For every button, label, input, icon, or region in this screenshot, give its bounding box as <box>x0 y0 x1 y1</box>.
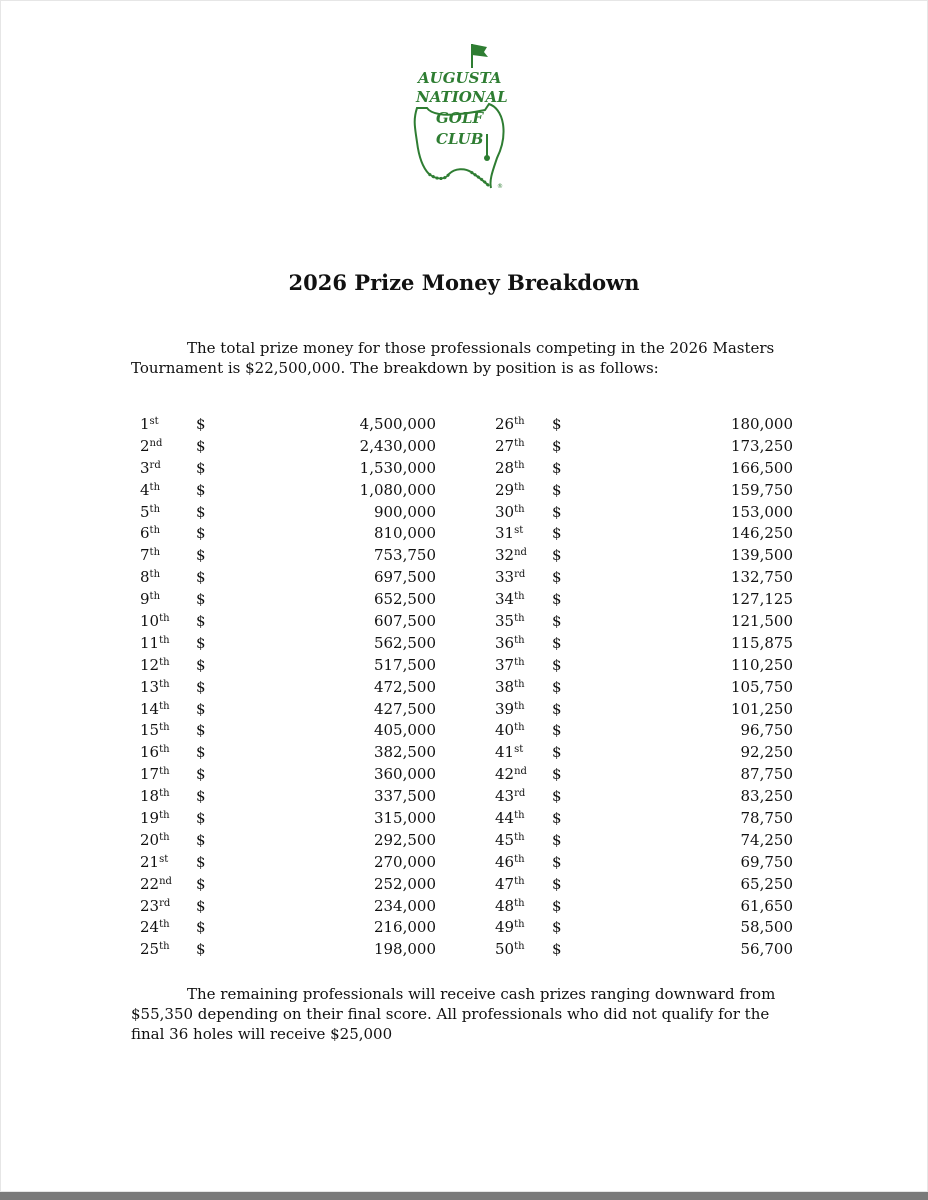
position-suffix: th <box>159 788 170 800</box>
position-label <box>495 808 525 830</box>
position-suffix: th <box>159 634 170 646</box>
prize-amount: 56,700 <box>740 940 793 959</box>
position-number: 22 <box>140 874 160 893</box>
position-number: 31 <box>495 524 515 543</box>
prize-amount: 1,530,000 <box>359 458 436 477</box>
position-suffix: th <box>159 656 170 668</box>
prize-amount: 74,250 <box>740 830 793 849</box>
position-label <box>495 545 527 567</box>
bottom-edge-bar <box>0 1192 928 1200</box>
position-number: 36 <box>495 633 515 652</box>
currency-symbol: $ <box>552 480 562 499</box>
position-suffix: th <box>514 481 525 493</box>
prize-amount: 121,500 <box>730 612 793 631</box>
currency-symbol: $ <box>552 502 562 521</box>
position-number: 17 <box>140 765 160 784</box>
currency-symbol: $ <box>196 633 206 652</box>
currency-symbol: $ <box>196 852 206 871</box>
prize-amount: 697,500 <box>373 568 436 587</box>
position-label <box>140 699 170 721</box>
prize-amount: 83,250 <box>740 787 793 806</box>
currency-symbol: $ <box>552 918 562 937</box>
position-number: 12 <box>140 655 160 674</box>
position-number: 13 <box>140 677 160 696</box>
position-suffix: th <box>159 941 170 953</box>
position-label <box>495 874 525 896</box>
position-number: 28 <box>495 458 515 477</box>
position-label <box>495 633 525 655</box>
currency-symbol: $ <box>552 415 562 433</box>
svg-text:®: ® <box>497 183 503 190</box>
position-number: 43 <box>495 787 515 806</box>
prize-amount: 607,500 <box>373 612 436 631</box>
prize-amount: 139,500 <box>730 546 793 565</box>
position-label <box>140 633 170 655</box>
position-number: 33 <box>495 568 515 587</box>
currency-symbol: $ <box>552 458 562 477</box>
position-label <box>140 611 170 633</box>
position-label <box>140 808 170 830</box>
position-label <box>140 567 160 589</box>
position-suffix: th <box>159 678 170 690</box>
position-label <box>495 852 525 874</box>
page-title: 2026 Prize Money Breakdown <box>288 270 640 295</box>
currency-symbol: $ <box>552 699 562 718</box>
position-suffix: th <box>514 656 525 668</box>
prize-amount: 105,750 <box>730 677 793 696</box>
position-suffix: th <box>149 481 161 493</box>
position-number: 42 <box>495 765 515 784</box>
prize-amount: 382,500 <box>373 743 436 762</box>
position-suffix: th <box>159 613 170 625</box>
position-suffix: th <box>159 744 170 756</box>
position-number: 9 <box>140 590 150 609</box>
currency-symbol: $ <box>196 458 206 477</box>
position-number: 45 <box>495 830 515 849</box>
prize-amount: 652,500 <box>373 590 436 609</box>
position-number: 38 <box>495 677 515 696</box>
position-label <box>140 896 170 918</box>
position-suffix: th <box>514 810 525 822</box>
position-suffix: th <box>159 919 170 931</box>
prize-amount: 292,500 <box>373 830 436 849</box>
position-suffix: th <box>149 591 161 603</box>
prize-amount: 132,750 <box>730 568 793 587</box>
position-label <box>140 502 160 524</box>
prize-amount: 96,750 <box>740 721 793 740</box>
position-number: 44 <box>495 809 515 828</box>
prize-amount: 562,500 <box>373 633 436 652</box>
prize-amount: 753,750 <box>373 546 436 565</box>
position-number: 6 <box>140 524 150 543</box>
position-label <box>140 786 170 808</box>
position-label <box>140 458 161 480</box>
position-suffix: th <box>514 437 525 449</box>
position-suffix: nd <box>514 547 527 559</box>
position-label <box>495 502 525 524</box>
position-label <box>140 545 160 567</box>
position-number: 46 <box>495 852 515 871</box>
currency-symbol: $ <box>552 655 562 674</box>
prize-amount: 2,430,000 <box>359 436 436 455</box>
footer-paragraph: The remaining professionals will receive cash prizes ranging downward from $55,350 depending on their final score. All professionals who did not qualify for the final 36 holes will receive $25,000 <box>131 985 776 1043</box>
position-number: 11 <box>140 633 160 652</box>
position-number: 14 <box>140 699 160 718</box>
currency-symbol: $ <box>196 896 206 915</box>
position-number: 30 <box>495 502 515 521</box>
position-label <box>140 764 170 786</box>
position-label <box>495 480 525 502</box>
position-suffix: th <box>514 897 525 909</box>
prize-amount: 517,500 <box>373 655 436 674</box>
prize-amount: 166,500 <box>730 458 793 477</box>
position-number: 39 <box>495 699 515 718</box>
position-number: 41 <box>495 743 515 762</box>
position-suffix: st <box>159 853 169 865</box>
position-suffix: th <box>514 613 525 625</box>
position-label <box>495 436 525 458</box>
prize-amount: 405,000 <box>373 721 436 740</box>
position-label <box>140 852 168 874</box>
position-number: 10 <box>140 612 160 631</box>
position-suffix: th <box>514 700 525 712</box>
position-label <box>495 917 525 939</box>
position-suffix: th <box>514 459 525 471</box>
position-label <box>140 589 160 611</box>
position-number: 5 <box>140 502 150 521</box>
prize-amount: 115,875 <box>730 633 793 652</box>
position-number: 3 <box>140 458 150 477</box>
currency-symbol: $ <box>196 918 206 937</box>
position-label <box>495 742 523 764</box>
currency-symbol: $ <box>196 743 206 762</box>
prize-amount: 127,125 <box>730 590 793 609</box>
currency-symbol: $ <box>552 852 562 871</box>
currency-symbol: $ <box>196 612 206 631</box>
position-suffix: th <box>514 416 525 427</box>
position-label <box>495 830 525 852</box>
currency-symbol: $ <box>552 830 562 849</box>
prize-amount: 110,250 <box>730 655 793 674</box>
currency-symbol: $ <box>196 874 206 893</box>
position-number: 21 <box>140 852 160 871</box>
position-suffix: th <box>514 503 525 515</box>
prize-amount: 234,000 <box>373 896 436 915</box>
position-label <box>140 655 170 677</box>
logo-line-4: CLUB <box>436 130 484 148</box>
position-suffix: st <box>149 416 159 427</box>
position-suffix: th <box>514 634 525 646</box>
prize-amount: 180,000 <box>730 415 793 433</box>
position-number: 40 <box>495 721 515 740</box>
augusta-map-flag-logo <box>405 38 515 196</box>
position-number: 29 <box>495 480 515 499</box>
position-label <box>495 458 525 480</box>
position-number: 20 <box>140 830 160 849</box>
position-label <box>495 699 525 721</box>
currency-symbol: $ <box>196 480 206 499</box>
currency-symbol: $ <box>196 502 206 521</box>
position-label <box>495 611 525 633</box>
currency-symbol: $ <box>552 787 562 806</box>
position-label <box>140 523 160 545</box>
position-label <box>140 874 172 896</box>
currency-symbol: $ <box>552 590 562 609</box>
currency-symbol: $ <box>552 940 562 959</box>
position-number: 25 <box>140 940 160 959</box>
logo-line-2: NATIONAL <box>416 88 508 106</box>
currency-symbol: $ <box>552 721 562 740</box>
position-suffix: th <box>514 591 525 603</box>
currency-symbol: $ <box>196 436 206 455</box>
position-number: 32 <box>495 546 515 565</box>
currency-symbol: $ <box>196 830 206 849</box>
position-label <box>140 939 170 961</box>
position-label <box>495 567 525 589</box>
position-label <box>495 523 523 545</box>
currency-symbol: $ <box>552 568 562 587</box>
prize-amount: 146,250 <box>730 524 793 543</box>
position-suffix: th <box>514 678 525 690</box>
prize-amount: 69,750 <box>740 852 793 871</box>
prize-amount: 1,080,000 <box>359 480 436 499</box>
prize-amount: 252,000 <box>373 874 436 893</box>
position-suffix: st <box>514 744 524 756</box>
prize-amount: 61,650 <box>740 896 793 915</box>
currency-symbol: $ <box>196 809 206 828</box>
currency-symbol: $ <box>552 874 562 893</box>
prize-amount: 173,250 <box>730 436 793 455</box>
position-number: 35 <box>495 612 515 631</box>
currency-symbol: $ <box>552 633 562 652</box>
prize-amount: 315,000 <box>373 809 436 828</box>
currency-symbol: $ <box>552 677 562 696</box>
position-suffix: rd <box>159 897 171 909</box>
currency-symbol: $ <box>196 677 206 696</box>
currency-symbol: $ <box>196 546 206 565</box>
prize-amount: 153,000 <box>730 502 793 521</box>
position-suffix: nd <box>149 437 163 449</box>
currency-symbol: $ <box>196 721 206 740</box>
position-number: 15 <box>140 721 160 740</box>
augusta-national-logo <box>405 38 515 196</box>
position-label <box>495 720 525 742</box>
prize-amount: 472,500 <box>373 677 436 696</box>
prize-amount: 427,500 <box>373 699 436 718</box>
position-suffix: th <box>514 831 525 843</box>
position-number: 8 <box>140 568 150 587</box>
position-suffix: th <box>514 919 525 931</box>
position-suffix: rd <box>514 788 526 800</box>
currency-symbol: $ <box>196 655 206 674</box>
position-suffix: th <box>149 569 161 581</box>
prize-amount: 900,000 <box>373 502 436 521</box>
position-suffix: th <box>159 722 170 734</box>
currency-symbol: $ <box>552 546 562 565</box>
position-suffix: th <box>149 525 161 537</box>
position-suffix: th <box>514 941 525 953</box>
position-suffix: rd <box>514 569 526 581</box>
position-suffix: nd <box>514 766 527 778</box>
prize-amount: 101,250 <box>730 699 793 718</box>
currency-symbol: $ <box>196 590 206 609</box>
currency-symbol: $ <box>552 765 562 784</box>
position-number: 26 <box>495 415 515 433</box>
position-label <box>495 677 525 699</box>
position-suffix: nd <box>159 875 172 887</box>
position-number: 16 <box>140 743 160 762</box>
position-suffix: th <box>159 810 170 822</box>
position-suffix: rd <box>149 459 161 471</box>
prize-amount: 87,750 <box>740 765 793 784</box>
prize-amount: 198,000 <box>373 940 436 959</box>
currency-symbol: $ <box>196 765 206 784</box>
logo-line-1: AUGUSTA <box>418 69 502 87</box>
prize-amount: 360,000 <box>373 765 436 784</box>
prize-amount: 4,500,000 <box>359 415 436 433</box>
position-label <box>495 414 525 436</box>
position-label <box>495 764 527 786</box>
position-suffix: th <box>159 831 170 843</box>
currency-symbol: $ <box>552 809 562 828</box>
position-label <box>495 939 525 961</box>
position-number: 18 <box>140 787 160 806</box>
prize-amount: 159,750 <box>730 480 793 499</box>
position-suffix: th <box>514 722 525 734</box>
prize-amount: 78,750 <box>740 809 793 828</box>
position-number: 4 <box>140 480 150 499</box>
position-label <box>140 830 170 852</box>
position-label <box>495 655 525 677</box>
position-number: 47 <box>495 874 515 893</box>
position-number: 27 <box>495 436 515 455</box>
position-number: 37 <box>495 655 515 674</box>
position-label <box>140 677 170 699</box>
prize-amount: 92,250 <box>740 743 793 762</box>
currency-symbol: $ <box>196 787 206 806</box>
position-label <box>140 917 170 939</box>
currency-symbol: $ <box>196 568 206 587</box>
currency-symbol: $ <box>196 415 206 433</box>
position-suffix: th <box>149 503 161 515</box>
prize-amount: 65,250 <box>740 874 793 893</box>
position-label <box>495 896 525 918</box>
position-number: 2 <box>140 436 150 455</box>
position-number: 1 <box>140 415 150 433</box>
position-number: 24 <box>140 918 160 937</box>
position-suffix: th <box>149 547 161 559</box>
prize-amount: 216,000 <box>373 918 436 937</box>
intro-paragraph: The total prize money for those professionals competing in the 2026 Masters Tournament is $22,500,000. The breakdown by position is as follows: <box>131 339 775 377</box>
position-number: 23 <box>140 896 160 915</box>
position-label <box>140 480 160 502</box>
position-suffix: st <box>514 525 524 537</box>
currency-symbol: $ <box>552 612 562 631</box>
position-label <box>140 436 162 458</box>
position-label <box>495 786 525 808</box>
position-suffix: th <box>159 700 170 712</box>
currency-symbol: $ <box>552 436 562 455</box>
position-number: 19 <box>140 809 160 828</box>
prize-amount: 58,500 <box>740 918 793 937</box>
position-label <box>140 720 170 742</box>
prize-amount: 337,500 <box>373 787 436 806</box>
currency-symbol: $ <box>196 940 206 959</box>
logo-line-3: GOLF <box>436 109 484 127</box>
position-number: 49 <box>495 918 515 937</box>
position-number: 50 <box>495 940 515 959</box>
position-number: 7 <box>140 546 150 565</box>
position-label <box>140 414 159 436</box>
currency-symbol: $ <box>196 524 206 543</box>
currency-symbol: $ <box>196 699 206 718</box>
prize-amount: 810,000 <box>373 524 436 543</box>
position-suffix: th <box>159 766 170 778</box>
position-label <box>495 589 525 611</box>
position-number: 48 <box>495 896 515 915</box>
currency-symbol: $ <box>552 743 562 762</box>
currency-symbol: $ <box>552 896 562 915</box>
position-suffix: th <box>514 875 525 887</box>
currency-symbol: $ <box>552 524 562 543</box>
position-suffix: th <box>514 853 525 865</box>
position-label <box>140 742 170 764</box>
position-number: 34 <box>495 590 515 609</box>
prize-amount: 270,000 <box>373 852 436 871</box>
